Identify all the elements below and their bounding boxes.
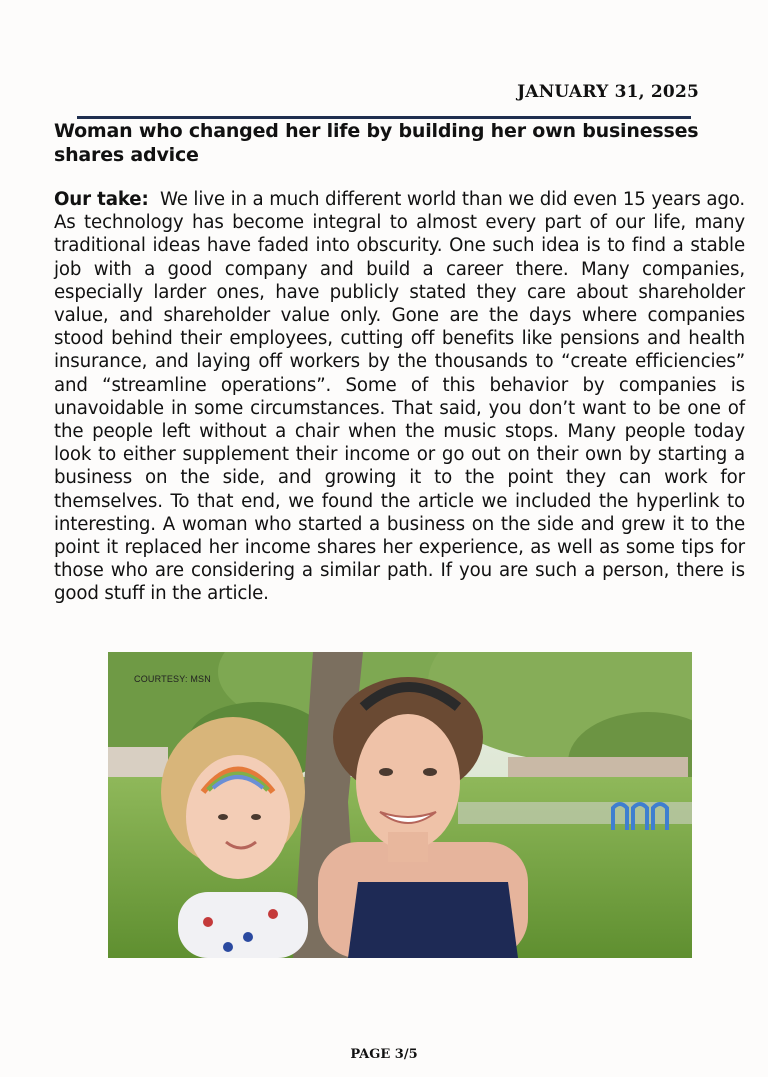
- article-body-text: We live in a much different world than we did even 15 years ago. As technology has become integral to almost every part of our life, many traditional ideas have faded into obscurity. One such idea is to find a stable job with a good company and build a career there. Many companies, especially larder ones, have publicly stated they care about shareholder value, and shareholder value only. Gone are the days where companies stood behind their employees, cutting off benefits like pensions and health insurance, and laying off workers by the thousands to “create efficiencies” and “streamline operations”. Some of this behavior by companies is unavoidable in some circumstances. That said, you don’t want to be one of the people left without a chair when the music stops. Many people today look to either supplement their income or go out on their own by starting a business on the side, and growing it to the point they can work for themselves. To that end, we found the article we included the hyperlink to interesting. A woman who started a business on the side and grew it to the point it replaced her income shares her experience, as well as some tips for those who are considering a similar path. If you are such a person, there is good stuff in the article.: [54, 189, 746, 605]
- lead-label: Our take:: [54, 189, 149, 210]
- photo-illustration: [108, 652, 692, 958]
- page-number: PAGE 3/5: [350, 1047, 418, 1062]
- article-photo: [108, 652, 692, 958]
- article-body: [54, 188, 745, 606]
- photo-credit: COURTESY: MSN: [134, 674, 211, 684]
- issue-date: JANUARY 31, 2025: [517, 82, 699, 102]
- article-title: Woman who changed her life by building her own businesses shares advice: [54, 120, 699, 166]
